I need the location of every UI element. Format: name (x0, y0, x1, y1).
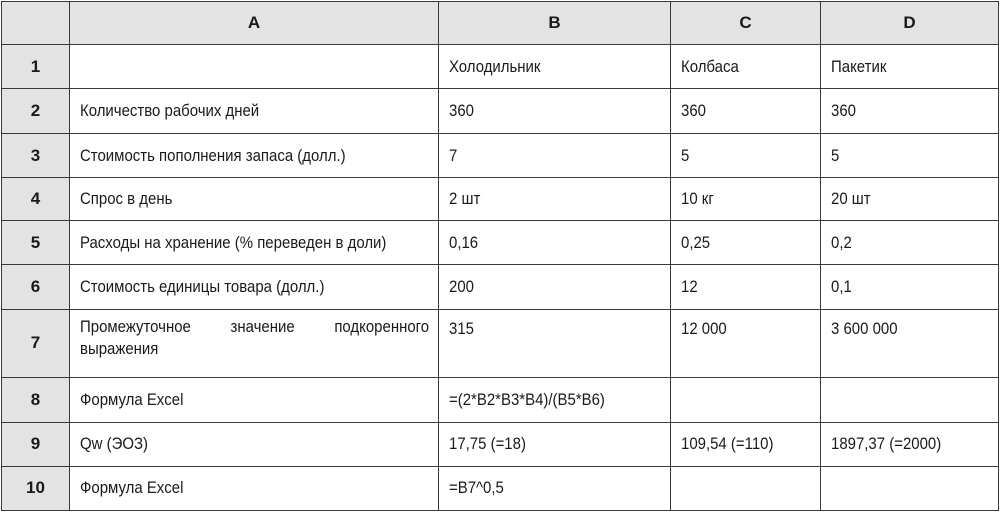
table-row (2, 265, 999, 309)
row-number: 4 (2, 178, 70, 221)
corner-cell (2, 2, 70, 45)
cell-d5: 0,2 (821, 221, 999, 265)
row-number: 9 (2, 422, 70, 466)
row-number: 7 (2, 309, 70, 377)
table-row (2, 466, 999, 510)
row-number: 3 (2, 134, 70, 178)
cell-a6: Стоимость единицы товара (долл.) (70, 265, 439, 309)
column-header-row (2, 2, 999, 45)
cell-a5: Расходы на хранение (% переведен в доли) (70, 221, 439, 265)
cell-b10: =B7^0,5 (439, 466, 671, 510)
cell-b6: 200 (439, 265, 671, 309)
cell-a7: Промежуточное значение подкоренного выражения (70, 309, 439, 377)
cell-b1: Холодильник (439, 45, 671, 89)
row-number: 1 (2, 45, 70, 89)
cell-d1: Пакетик (821, 45, 999, 89)
cell-c6: 12 (671, 265, 821, 309)
row-number: 5 (2, 221, 70, 265)
row-number: 8 (2, 377, 70, 422)
cell-c2: 360 (671, 89, 821, 134)
cell-a4: Спрос в день (70, 178, 439, 221)
cell-d3: 5 (821, 134, 999, 178)
cell-c3: 5 (671, 134, 821, 178)
cell-c7: 12 000 (671, 309, 821, 377)
cell-b5: 0,16 (439, 221, 671, 265)
column-header-a: A (70, 2, 439, 45)
table-row (2, 377, 999, 422)
cell-a9: Qw (ЭОЗ) (70, 422, 439, 466)
eoq-table (1, 1, 999, 511)
cell-b3: 7 (439, 134, 671, 178)
table-row (2, 134, 999, 178)
cell-a10: Формула Excel (70, 466, 439, 510)
cell-d9: 1897,37 (=2000) (821, 422, 999, 466)
cell-b7: 315 (439, 309, 671, 377)
table-row (2, 45, 999, 89)
cell-d6: 0,1 (821, 265, 999, 309)
cell-c8 (671, 377, 821, 422)
cell-c1: Колбаса (671, 45, 821, 89)
cell-d7: 3 600 000 (821, 309, 999, 377)
cell-c5: 0,25 (671, 221, 821, 265)
table-row (2, 89, 999, 134)
table-row (2, 309, 999, 377)
column-header-d: D (821, 2, 999, 45)
cell-a8: Формула Excel (70, 377, 439, 422)
cell-a3: Стоимость пополнения запаса (долл.) (70, 134, 439, 178)
table-row (2, 422, 999, 466)
cell-c9: 109,54 (=110) (671, 422, 821, 466)
cell-a1 (70, 45, 439, 89)
cell-d8 (821, 377, 999, 422)
cell-a2: Количество рабочих дней (70, 89, 439, 134)
cell-d4: 20 шт (821, 178, 999, 221)
row-number: 2 (2, 89, 70, 134)
row-number: 6 (2, 265, 70, 309)
cell-b9: 17,75 (=18) (439, 422, 671, 466)
cell-c4: 10 кг (671, 178, 821, 221)
cell-b4: 2 шт (439, 178, 671, 221)
cell-c10 (671, 466, 821, 510)
cell-b8: =(2*B2*B3*B4)/(B5*B6) (439, 377, 671, 422)
column-header-b: B (439, 2, 671, 45)
table-row (2, 221, 999, 265)
table-row (2, 178, 999, 221)
row-number: 10 (2, 466, 70, 510)
cell-d10 (821, 466, 999, 510)
column-header-c: C (671, 2, 821, 45)
cell-b2: 360 (439, 89, 671, 134)
cell-d2: 360 (821, 89, 999, 134)
